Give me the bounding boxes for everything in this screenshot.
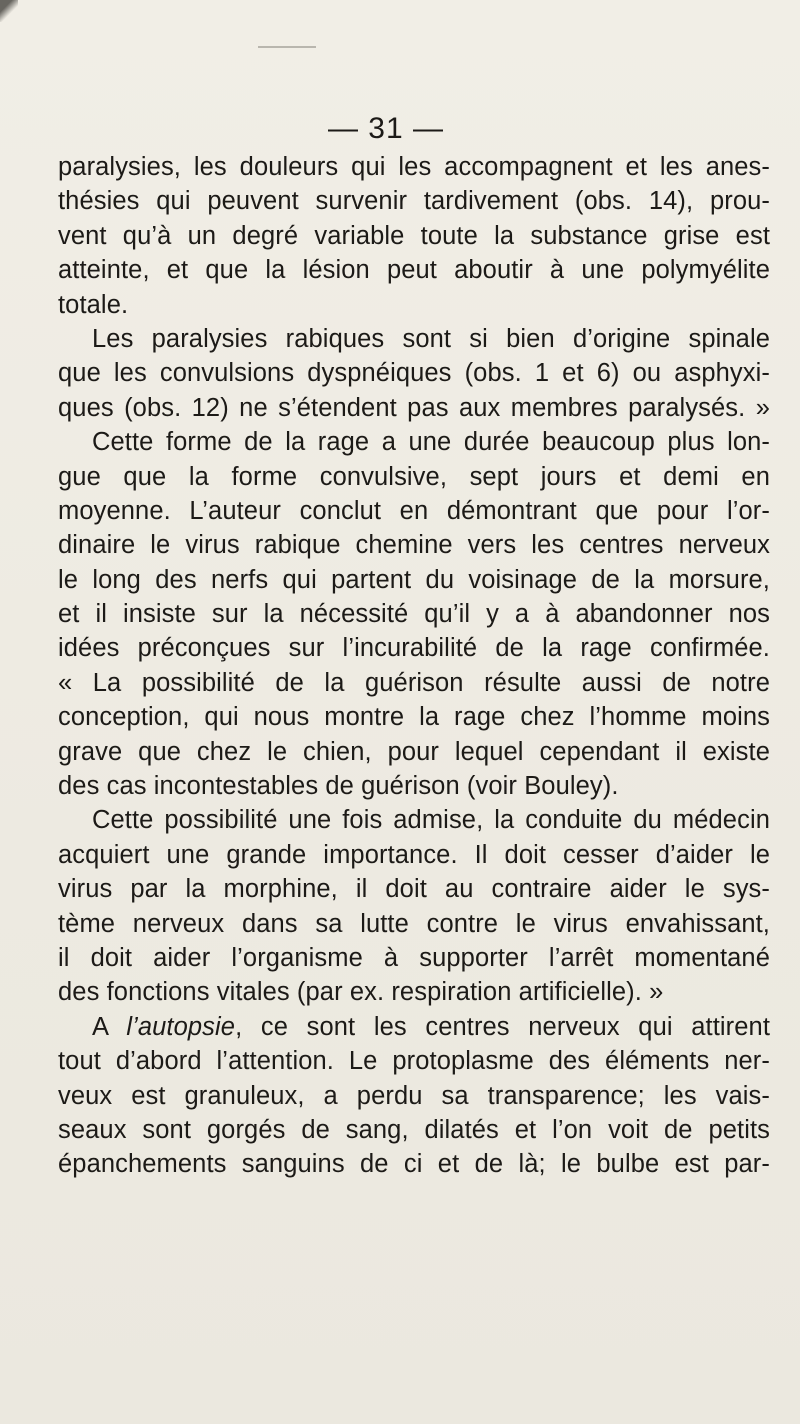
text-line: paralysies, les douleurs qui les accompagnent et les anes- <box>58 153 770 181</box>
text-line: il doit aider l’organisme à supporter l’arrêt momentané <box>58 943 770 972</box>
text-line: vent qu’à un degré variable toute la substance grise est <box>58 221 770 250</box>
page-number: — 31 — <box>327 112 445 145</box>
text-line: des fonctions vitales (par ex. respiration artificielle). » <box>58 978 664 1007</box>
paragraph-lines-after <box>58 1044 770 1182</box>
scan-corner-artifact <box>0 0 18 22</box>
text-line: le long des nerfs qui partent du voisinage de la morsure, <box>58 565 770 594</box>
text-line: tout d’abord l’attention. Le protoplasme des éléments ner- <box>58 1047 770 1076</box>
text-line: atteinte, et que la lésion peut aboutir à une polymyélite <box>58 256 770 285</box>
autopsy-rest: , ce sont les centres nerveux qui attirent <box>235 1012 771 1041</box>
text-line: Cette forme de la rage a une durée beaucoup plus lon- <box>92 428 770 457</box>
text-line: ques (obs. 12) ne s’étendent pas aux membres paralysés. » <box>58 393 770 422</box>
text-line: dinaire le virus rabique chemine vers les centres nerveux <box>58 531 770 560</box>
body-text <box>58 150 770 1182</box>
text-line: seaux sont gorgés de sang, dilatés et l’on voit de petits <box>58 1115 770 1144</box>
autopsy-line <box>58 1010 770 1044</box>
text-line: idées préconçues sur l’incurabilité de la rage confirmée. <box>58 634 770 663</box>
text-line: virus par la morphine, il doit au contraire aider le sys- <box>58 875 770 904</box>
text-line: Cette possibilité une fois admise, la conduite du médecin <box>92 806 770 835</box>
text-line: conception, qui nous montre la rage chez l’homme moins <box>58 703 770 732</box>
text-line: épanchements sanguins de ci et de là; le bulbe est par- <box>58 1150 770 1179</box>
text-line: des cas incontestables de guérison (voir Bouley). <box>58 772 619 801</box>
text-line: que les convulsions dyspnéiques (obs. 1 et 6) ou asphyxi- <box>58 359 770 388</box>
text-line: gue que la forme convulsive, sept jours et demi en <box>58 462 770 491</box>
header-rule <box>258 46 316 48</box>
paragraph-lines <box>58 150 770 1010</box>
autopsy-italic-word: l’autopsie <box>126 1012 236 1041</box>
text-line: « La possibilité de la guérison résulte aussi de notre <box>58 668 770 697</box>
text-line: veux est granuleux, a perdu sa transparence; les vais- <box>58 1081 770 1110</box>
autopsy-prefix: A <box>92 1012 127 1041</box>
text-line: moyenne. L’auteur conclut en démontrant que pour l’or- <box>58 496 770 525</box>
text-line: grave que chez le chien, pour lequel cependant il existe <box>58 737 770 766</box>
text-line: totale. <box>58 290 129 319</box>
text-line: thésies qui peuvent survenir tardivement (obs. 14), prou- <box>58 187 770 216</box>
text-line: acquiert une grande importance. Il doit cesser d’aider le <box>58 840 770 869</box>
text-line: Les paralysies rabiques sont si bien d’origine spinale <box>92 324 770 353</box>
text-line: tème nerveux dans sa lutte contre le virus envahissant, <box>58 909 770 938</box>
text-line: et il insiste sur la nécessité qu’il y a à abandonner nos <box>58 600 770 629</box>
